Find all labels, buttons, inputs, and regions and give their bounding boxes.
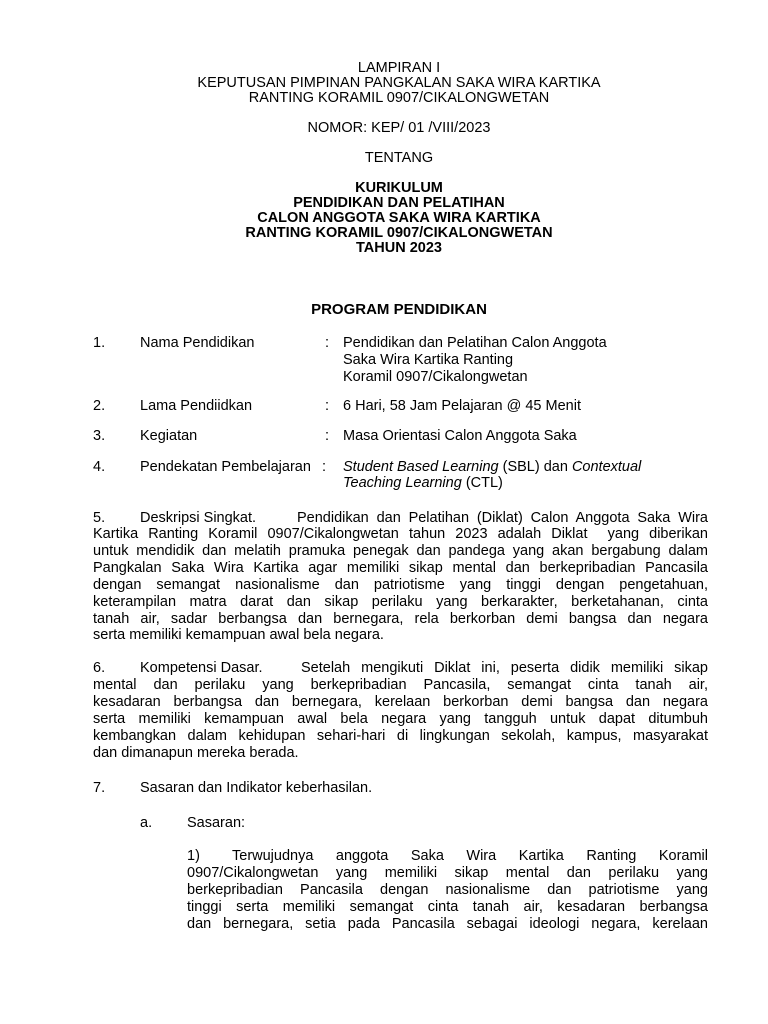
para-5-line-2: Kartika Ranting Koramil 0907/Cikalongwetan tahun 2023 adalah Diklat yang diberikan: [93, 526, 708, 542]
sub-a-heading: Sasaran:: [187, 815, 246, 831]
program-title: PROGRAM PENDIDIKAN: [311, 301, 487, 318]
para-6-line-6: dan dimanapun mereka berada.: [93, 745, 299, 761]
para-6-heading: Kompetensi Dasar.: [140, 660, 263, 676]
item-3-number: 3.: [93, 428, 106, 444]
para-7-number: 7.: [93, 780, 106, 796]
sub-1-line-3: berkepribadian Pancasila dengan nasionalisme dan patriotisme yang: [187, 882, 708, 898]
para-5-line-4: Pangkalan Saka Wira Kartika agar memiliki sikap mental dan berkepribadian Pancasila: [93, 560, 708, 576]
title-line-5: TAHUN 2023: [356, 240, 442, 256]
item-4-normal-1: (SBL) dan: [498, 459, 572, 475]
para-6-line-2: mental dan perilaku yang berkepribadian Pancasila, semangat cinta tanah air,: [93, 677, 708, 693]
para-6-line-4: serta memiliki kemampuan awal bela negara yang tangguh untuk dapat ditumbuh: [93, 711, 708, 727]
para-5-line-8: serta memiliki kemampuan awal bela negara.: [93, 627, 384, 643]
para-5-heading: Deskripsi Singkat.: [140, 510, 257, 526]
item-4-italic-1: Student Based Learning: [343, 459, 499, 475]
para-5-number: 5.: [93, 510, 106, 526]
para-6-line-3: kesadaran berbangsa dan bernegara, kerelaan berkorban demi bangsa dan negara: [93, 694, 708, 710]
item-2-value: 6 Hari, 58 Jam Pelajaran @ 45 Menit: [343, 398, 581, 414]
item-3-label: Kegiatan: [140, 428, 198, 444]
title-line-3: CALON ANGGOTA SAKA WIRA KARTIKA: [257, 210, 541, 226]
item-3-value: Masa Orientasi Calon Anggota Saka: [343, 428, 577, 444]
item-1-value-line-3: Koramil 0907/Cikalongwetan: [343, 369, 528, 385]
item-2-label: Lama Pendiidkan: [140, 398, 253, 414]
para-5-line-5: dengan semangat nasionalisme dan patriotisme yang tinggi dengan pengetahuan,: [93, 577, 708, 593]
item-4-number: 4.: [93, 459, 106, 475]
para-5-line-7: tanah air, sadar berbangsa dan bernegara, rela berkorban demi bangsa dan negara: [93, 611, 708, 627]
item-2-number: 2.: [93, 398, 106, 414]
para-6-number: 6.: [93, 660, 106, 676]
sub-1-line-5: dan bernegara, setia pada Pancasila sebagai ideologi negara, kerelaan: [187, 916, 708, 932]
title-line-2: PENDIDIKAN DAN PELATIHAN: [293, 195, 505, 211]
item-4-label: Pendekatan Pembelajaran: [140, 459, 311, 475]
para-6-line-5: kembangkan dalam kehidupan sehari-hari di lingkungan sekolah, kampus, masyarakat: [93, 728, 708, 744]
para-6-line-1: Setelah mengikuti Diklat ini, peserta didik memiliki sikap: [301, 660, 708, 676]
sub-1-line-2: 0907/Cikalongwetan yang memiliki sikap mental dan perilaku yang: [187, 865, 708, 881]
sub-1-line-4: tinggi serta memiliki semangat cinta tanah air, kesadaran berbangsa: [187, 899, 708, 915]
para-5-line-3: untuk mendidik dan melatih pramuka penegak dan pandega yang akan bergabung dalam: [93, 543, 708, 559]
sub-a-number: a.: [140, 815, 153, 831]
item-4-colon: :: [322, 459, 327, 475]
title-line-1: KURIKULUM: [355, 180, 443, 196]
item-4-italic-2: Contextual: [571, 459, 642, 475]
item-4-value-line-2: [343, 475, 503, 493]
item-1-value-line-1: Pendidikan dan Pelatihan Calon Anggota: [343, 335, 607, 351]
item-1-value-line-2: Saka Wira Kartika Ranting: [343, 352, 514, 368]
lampiran-label: LAMPIRAN I: [357, 60, 441, 76]
para-7-heading: Sasaran dan Indikator keberhasilan.: [140, 780, 373, 796]
item-1-label: Nama Pendidikan: [140, 335, 255, 351]
item-1-colon: :: [325, 335, 330, 351]
sub-1-line-1: Terwujudnya anggota Saka Wira Kartika Ranting Koramil: [232, 848, 708, 864]
item-4-normal-2: (CTL): [461, 475, 503, 491]
title-line-4: RANTING KORAMIL 0907/CIKALONGWETAN: [245, 225, 553, 241]
decree-line-1: KEPUTUSAN PIMPINAN PANGKALAN SAKA WIRA KARTIKA: [197, 75, 601, 91]
item-3-colon: :: [325, 428, 330, 444]
para-5-line-6: keterampilan matra darat dan sikap perilaku yang berkarakter, berketahanan, cinta: [93, 594, 708, 610]
item-4-value-line-1: [343, 459, 641, 477]
para-5-line-1: Pendidikan dan Pelatihan (Diklat) Calon Anggota Saka Wira: [297, 510, 708, 526]
decree-number: NOMOR: KEP/ 01 /VIII/2023: [307, 120, 491, 136]
tentang-label: TENTANG: [364, 150, 434, 166]
item-1-number: 1.: [93, 335, 106, 351]
sub-1-number: 1): [187, 848, 200, 864]
item-2-colon: :: [325, 398, 330, 414]
decree-line-2: RANTING KORAMIL 0907/CIKALONGWETAN: [248, 90, 550, 106]
item-4-italic-3: Teaching Learning: [343, 475, 462, 491]
